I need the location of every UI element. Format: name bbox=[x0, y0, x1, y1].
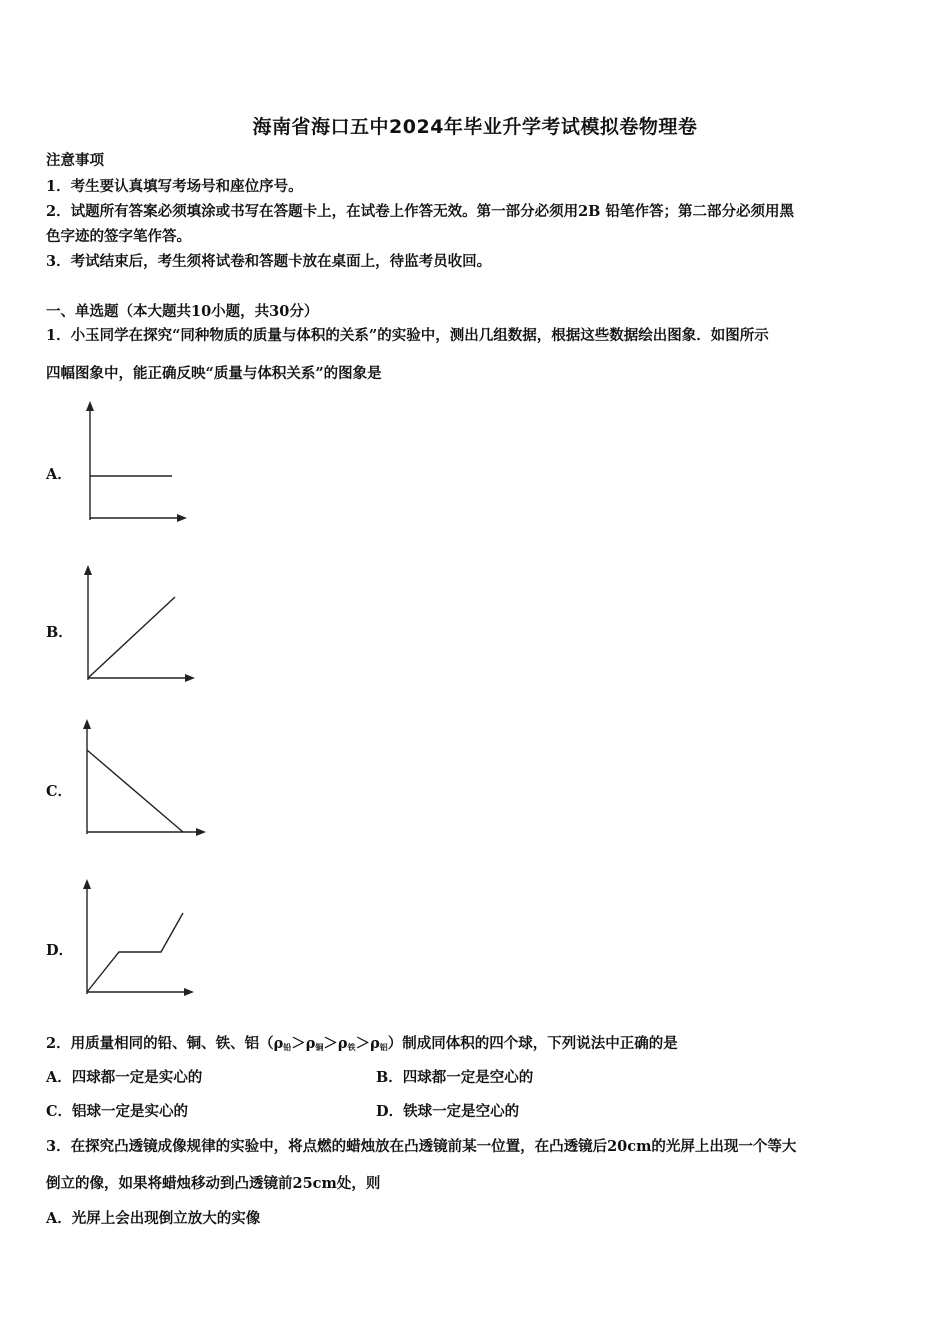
q1-option-c-label: C． bbox=[46, 783, 73, 800]
q2-option-d: D．铁球一定是空心的 bbox=[376, 1103, 520, 1120]
q2-option-c: C．铝球一定是实心的 bbox=[46, 1103, 189, 1120]
q2-stem-pre: 2．用质量相同的铅、铜、铁、铝（ bbox=[46, 1035, 274, 1052]
q1-option-d-label: D． bbox=[46, 942, 74, 959]
q1-option-a-graph bbox=[80, 398, 190, 528]
notice-item-2: 2．试题所有答案必须填涂或书写在答题卡上，在试卷上作答无效。第一部分必须用2B 铅笔作答；第二部分必须用黑 bbox=[46, 203, 794, 220]
q3-option-a: A．光屏上会出现倒立放大的实像 bbox=[46, 1210, 261, 1227]
gt-1: ＞ bbox=[291, 1035, 306, 1052]
q3-stem-line1: 3．在探究凸透镜成像规律的实验中，将点燃的蜡烛放在凸透镜前某一位置，在凸透镜后20cm的光屏上出现一个等大 bbox=[46, 1138, 797, 1155]
q2-option-a: A．四球都一定是实心的 bbox=[46, 1069, 203, 1086]
rho-lead: ρ bbox=[273, 1035, 284, 1052]
notice-item-1: 1．考生要认真填写考场号和座位序号。 bbox=[46, 178, 303, 195]
q1-option-d-graph bbox=[77, 876, 199, 1001]
q2-stem-post: ）制成同体积的四个球，下列说法中正确的是 bbox=[387, 1035, 678, 1052]
q3-stem-line2: 倒立的像，如果将蜡烛移动到凸透镜前25cm处，则 bbox=[46, 1175, 381, 1192]
q1-option-b-graph bbox=[78, 562, 200, 687]
rho-copper: ρ bbox=[305, 1035, 316, 1052]
notice-heading: 注意事项 bbox=[46, 152, 104, 169]
q1-stem-line2: 四幅图象中，能正确反映“质量与体积关系”的图象是 bbox=[46, 365, 382, 382]
gt-3: ＞ bbox=[355, 1035, 371, 1052]
page-title: 海南省海口五中2024年毕业升学考试模拟卷物理卷 bbox=[252, 116, 698, 138]
q1-option-a-label: A． bbox=[46, 466, 72, 483]
notice-item-3: 3．考试结束后，考生须将试卷和答题卡放在桌面上，待监考员收回。 bbox=[46, 253, 492, 270]
rho-iron: ρ bbox=[337, 1035, 348, 1052]
q1-option-c-graph bbox=[77, 716, 210, 841]
gt-2: ＞ bbox=[323, 1035, 338, 1052]
sub-al: 铝 bbox=[379, 1042, 388, 1052]
q1-stem-line1: 1．小玉同学在探究“同种物质的质量与体积的关系”的实验中，测出几组数据，根据这些数据绘出图象．如图所示 bbox=[46, 327, 769, 344]
section-heading: 一、单选题（本大题共10小题，共30分） bbox=[46, 303, 319, 320]
sub-iron: 铁 bbox=[347, 1042, 356, 1052]
q2-option-b: B．四球都一定是空心的 bbox=[376, 1069, 534, 1086]
notice-item-2-cont: 色字迹的签字笔作答。 bbox=[46, 228, 191, 245]
sub-copper: 铜 bbox=[315, 1042, 324, 1052]
rho-al: ρ bbox=[370, 1035, 380, 1052]
q2-stem bbox=[46, 1034, 678, 1057]
sub-lead: 铅 bbox=[283, 1042, 292, 1052]
q1-option-b-label: B． bbox=[46, 624, 73, 641]
